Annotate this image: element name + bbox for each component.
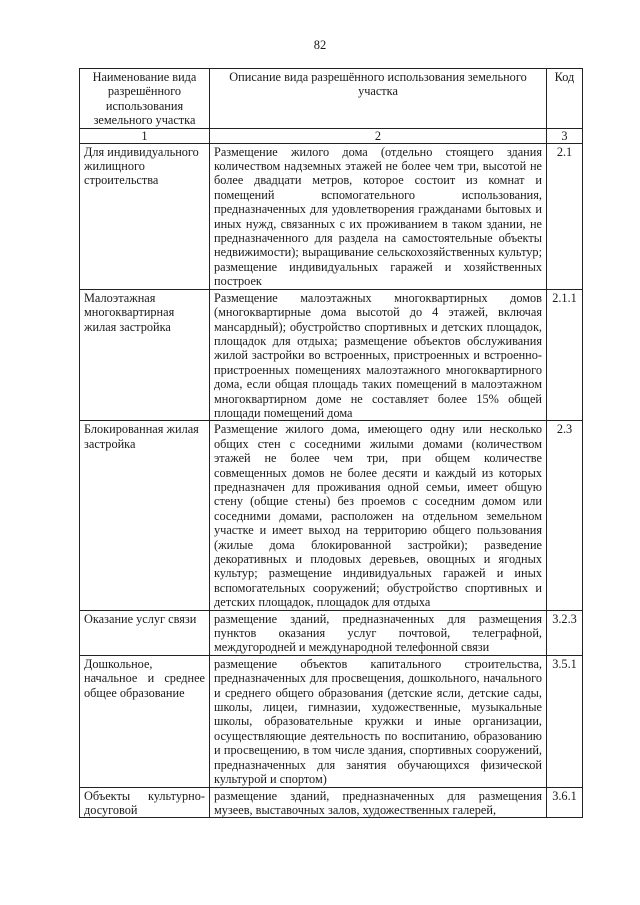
- use-code: 3.2.3: [547, 610, 583, 655]
- header-name: Наименование вида разрешённого использования земельного участка: [80, 69, 210, 129]
- use-description: Размещение жилого дома, имеющего одну или несколько общих стен с соседними жилыми домами (количеством этажей не более чем три, при общем количестве совмещенных домов не более десяти и каждый из которых предназначен для проживания одной семьи, имеет общую стену (общие стены) без проемов с соседним домом или соседними домами, расположен на отдельном земельном участке и имеет выход на территорию общего пользования (жилые дома блокированной застройки); разведение декоративных и плодовых деревьев, овощных и ягодных культур; размещение индивидуальных гаражей и иных вспомогательных сооружений; обустройство спортивных и детских площадок, площадок для отдыха: [210, 421, 547, 610]
- use-name: Для индивидуального жилищного строительства: [80, 143, 210, 289]
- use-name: Оказание услуг связи: [80, 610, 210, 655]
- use-code: 2.1: [547, 143, 583, 289]
- use-name: Дошкольное, начальное и среднее общее образование: [80, 655, 210, 787]
- table-row: [80, 655, 583, 787]
- table-row: [80, 421, 583, 610]
- table-row: [80, 289, 583, 421]
- use-description: Размещение малоэтажных многоквартирных домов (многоквартирные дома высотой до 4 этажей, включая мансардный); обустройство спортивных и детских площадок, площадок для отдыха; размещение объектов обслуживания жилой застройки во встроенных, пристроенных и встроенно-пристроенных помещениях малоэтажного многоквартирного дома, если общая площадь таких помещений в малоэтажном многоквартирном доме не составляет более 15% общей площади помещений дома: [210, 289, 547, 421]
- use-description: размещение объектов капитального строительства, предназначенных для просвещения, дошкольного, начального и среднего общего образования (детские ясли, детские сады, школы, лицеи, гимназии, художественные, музыкальные школы, образовательные кружки и иные организации, осуществляющие деятельность по воспитанию, образованию и просвещению, в том числе здания, спортивных сооружений, предназначенных для занятия обучающихся физической культурой и спортом): [210, 655, 547, 787]
- use-description: Размещение жилого дома (отдельно стоящего здания количеством надземных этажей не более чем три, высотой не более двадцати метров, которое состоит из комнат и помещений вспомогательного использования, предназначенных для удовлетворения гражданами бытовых и иных нужд, связанных с их проживанием в таком здании, не предназначенного для раздела на самостоятельные объекты недвижимости); выращивание сельскохозяйственных культур; размещение индивидуальных гаражей и хозяйственных построек: [210, 143, 547, 289]
- use-name: Малоэтажная многоквартирная жилая застройка: [80, 289, 210, 421]
- land-use-table: [79, 68, 583, 818]
- use-code: 3.6.1: [547, 787, 583, 818]
- column-number: 2: [210, 128, 547, 143]
- page-number: 82: [313, 38, 327, 52]
- use-description: размещение зданий, предназначенных для размещения пунктов оказания услуг почтовой, телеграфной, междугородней и международной телефонной связи: [210, 610, 547, 655]
- column-number: 3: [547, 128, 583, 143]
- use-code: 2.3: [547, 421, 583, 610]
- header-code: Код: [547, 69, 583, 129]
- table-row: [80, 143, 583, 289]
- use-name: Объекты культурно-досуговой: [80, 787, 210, 818]
- use-code: 3.5.1: [547, 655, 583, 787]
- column-number-row: [80, 128, 583, 143]
- column-number: 1: [80, 128, 210, 143]
- table-row: [80, 610, 583, 655]
- table-row: [80, 787, 583, 818]
- use-name: Блокированная жилая застройка: [80, 421, 210, 610]
- use-description: размещение зданий, предназначенных для размещения музеев, выставочных залов, художественных галерей,: [210, 787, 547, 818]
- header-description: Описание вида разрешённого использования земельного участка: [210, 69, 547, 129]
- use-code: 2.1.1: [547, 289, 583, 421]
- table-header-row: [80, 69, 583, 129]
